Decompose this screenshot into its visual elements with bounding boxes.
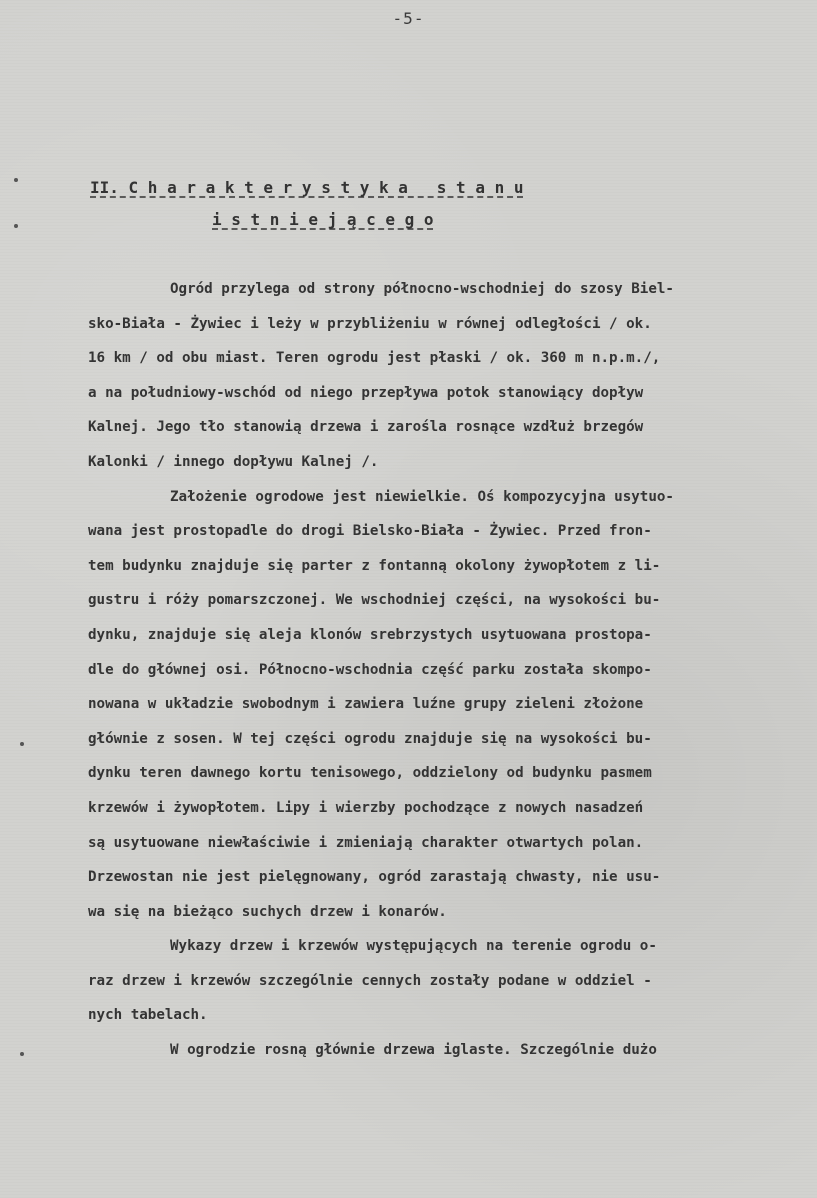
paragraph-location: Ogród przylega od strony północno-wschodniej do szosy Biel- sko-Biała - Żywiec i leży w przybliżeniu w równej odległości / ok. 16 km / od obu miast. Teren ogrodu jest płaski / ok. 360 m n.p.m./, a na południowy-wschód od niego przepływa potok stanowiący dopływ Kalnej. Jego tło stanowią drzewa i zarośla rosnące wzdłuż brzegów Kalonki / innego dopływu Kalnej /. <box>88 281 674 470</box>
margin-mark <box>20 742 24 746</box>
body-text <box>88 272 768 1068</box>
paragraph-tables: Wykazy drzew i krzewów występujących na terenie ogrodu o- raz drzew i krzewów szczególnie cennych zostały podane w oddziel - nych tabelach. <box>88 938 657 1024</box>
margin-mark <box>14 224 18 228</box>
page-number: -5- <box>392 9 425 28</box>
section-heading <box>90 172 523 236</box>
paragraph-conifers: W ogrodzie rosną głównie drzewa iglaste. Szczególnie dużo <box>170 1042 657 1059</box>
paragraph-layout: Założenie ogrodowe jest niewielkie. Oś kompozycyjna usytuo- wana jest prostopadle do drogi Bielsko-Biała - Żywiec. Przed fron- tem budynku znajduje się parter z fontanną okolony żywopłotem z li- gustru i róży pomarszczonej. We wschodniej części, na wysokości bu- dynku, znajduje się aleja klonów srebrzystych usytuowana prostopa- dle do głównej osi. Północno-wschodnia część parku została skompo- nowana w układzie swobodnym i zawiera luźne grupy zieleni złożone głównie z sosen. W tej części ogrodu znajduje się na wysokości bu- dynku teren dawnego kortu tenisowego, oddzielony od budynku pasmem krzewów i żywopłotem. Lipy i wierzby pochodzące z nowych nasadzeń są usytuowane niewłaściwie i zmieniają charakter otwartych polan. Drzewostan nie jest pielęgnowany, ogród zarastają chwasty, nie usu- wa się na bieżąco suchych drzew i konarów. <box>88 488 674 920</box>
section-heading-line-1: II. C h a r a k t e r y s t y k a s t a n u <box>90 178 524 197</box>
margin-mark <box>20 1052 24 1056</box>
margin-mark <box>14 178 18 182</box>
section-heading-line-2: i s t n i e j ą c e g o <box>212 210 434 229</box>
